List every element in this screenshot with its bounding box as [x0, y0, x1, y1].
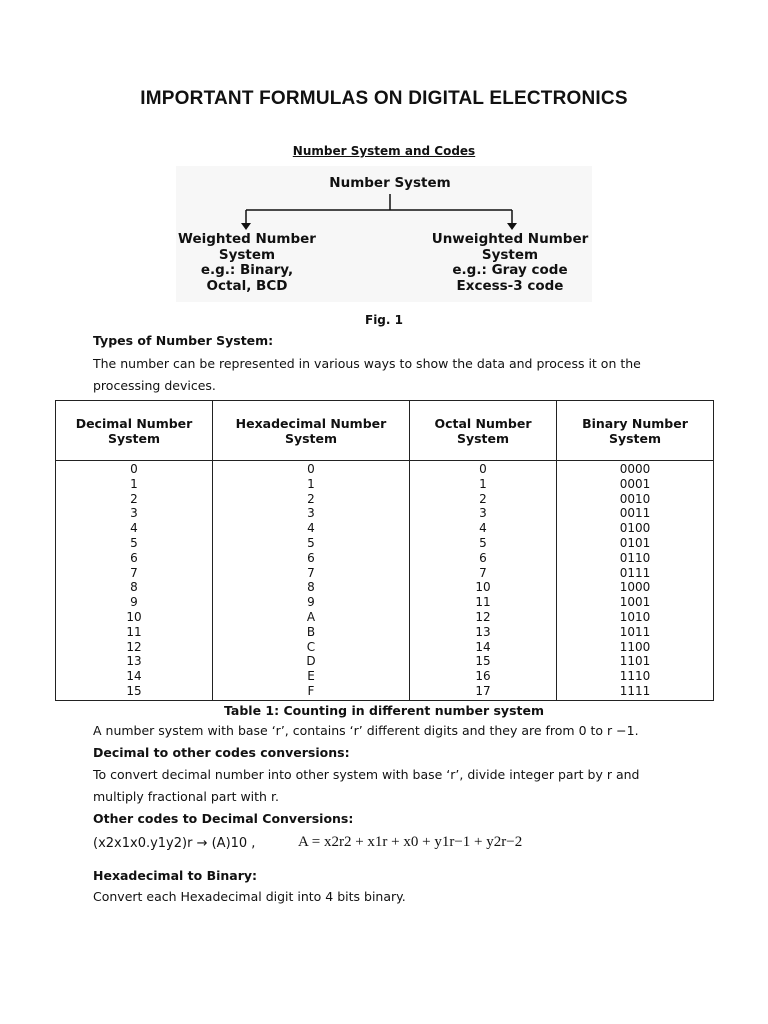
table-cell: A [306, 609, 316, 624]
formula-notation-text: (x2x1x0.y1y2)r → (A)10 , [93, 836, 256, 851]
table-header-row [56, 401, 714, 461]
table-cell: 0000 [619, 462, 651, 476]
table-cell: 14 [126, 669, 142, 684]
table-cell: 10 [475, 580, 491, 595]
table-cell: 4 [130, 521, 138, 536]
table-cell: 0101 [619, 535, 651, 550]
table-cell: 1110 [619, 669, 651, 684]
table-cell: 7 [130, 565, 138, 580]
table-cell: 8 [307, 580, 315, 595]
diagram-left-branch: Weighted Number System e.g.: Binary, Octal, BCD [178, 231, 316, 294]
table-cell: 0100 [619, 521, 651, 536]
hex-to-binary-paragraph: Convert each Hexadecimal digit into 4 bits binary. [93, 889, 406, 904]
formula-conversion-notation [93, 836, 255, 851]
table-cell: 0 [130, 462, 138, 476]
table-cell: 0110 [619, 550, 651, 565]
table-cell: 2 [307, 491, 315, 506]
table-cell: 3 [479, 506, 487, 521]
table-cell: 12 [126, 639, 142, 654]
table-cell: 1111 [619, 683, 651, 698]
formula-expansion-text: A = x2r2 + x1r + x0 + y1r−1 + y2r−2 [298, 834, 523, 850]
table-caption: Table 1: Counting in different number system [224, 703, 544, 718]
table-cell: 14 [475, 639, 491, 654]
table-cell: 1001 [619, 595, 651, 610]
other-codes-heading: Other codes to Decimal Conversions: [93, 811, 354, 826]
table-cell: D [306, 654, 316, 669]
table-cell: 0 [479, 462, 487, 476]
base-paragraph: A number system with base ‘r’, contains ‘r’ different digits and they are from 0 to r −1. [93, 723, 639, 738]
table-cell: 1100 [619, 639, 651, 654]
table-cell: 0011 [619, 506, 651, 521]
table-cell: 12 [475, 609, 491, 624]
table-cell: F [307, 683, 315, 698]
table-cell: B [306, 624, 316, 639]
header-decimal: Decimal Number System [56, 401, 213, 461]
table-cell: 16 [475, 669, 491, 684]
decimal-conversion-paragraph: To convert decimal number into other system with base ‘r’, divide integer part by r and multiply fractional part with r. [93, 767, 640, 804]
table-column-hex [213, 461, 410, 701]
table-column-binary [557, 461, 714, 701]
table-cell: 6 [307, 550, 315, 565]
table-cell: 7 [479, 565, 487, 580]
table-cell: 11 [475, 595, 491, 610]
page-title: IMPORTANT FORMULAS ON DIGITAL ELECTRONICS [140, 88, 628, 109]
arrow-down-icon [507, 223, 517, 230]
table-cell: 0010 [619, 491, 651, 506]
table-cell: 0111 [619, 565, 651, 580]
types-paragraph: The number can be represented in various ways to show the data and process it on the processing devices. [93, 356, 641, 393]
table-cell: 1 [479, 476, 487, 491]
table-cell: 7 [307, 565, 315, 580]
types-heading: Types of Number System: [93, 333, 274, 348]
table-cell: 1 [130, 476, 138, 491]
diagram-root: Number System [329, 175, 451, 191]
table-cell: 3 [307, 506, 315, 521]
table-cell: 5 [307, 535, 315, 550]
table-column-octal [410, 461, 557, 701]
header-hexadecimal: Hexadecimal Number System [213, 401, 410, 461]
table-cell: 5 [479, 535, 487, 550]
table-cell: 5 [130, 535, 138, 550]
table-cell: 2 [479, 491, 487, 506]
table-cell: 4 [307, 521, 315, 536]
table-cell: 9 [130, 595, 138, 610]
table-cell: 8 [130, 580, 138, 595]
figure-caption: Fig. 1 [365, 313, 403, 327]
table-cell: 0001 [619, 476, 651, 491]
table-cell: 17 [475, 683, 491, 698]
table-row [56, 461, 714, 701]
diagram-right-branch: Unweighted Number System e.g.: Gray code Excess-3 code [431, 231, 589, 294]
table-cell: 13 [126, 654, 142, 669]
table-cell: 1 [307, 476, 315, 491]
table-cell: 10 [126, 609, 142, 624]
header-octal: Octal Number System [410, 401, 557, 461]
table-cell: 3 [130, 506, 138, 521]
hex-to-binary-heading: Hexadecimal to Binary: [93, 868, 258, 883]
table-cell: 11 [126, 624, 142, 639]
table-cell: 15 [126, 683, 142, 698]
table-cell: 1010 [619, 609, 651, 624]
decimal-conversion-heading: Decimal to other codes conversions: [93, 745, 350, 760]
table-cell: 4 [479, 521, 487, 536]
header-binary: Binary Number System [557, 401, 714, 461]
table-column-decimal [56, 461, 213, 701]
table-cell: 1011 [619, 624, 651, 639]
table-cell: C [306, 639, 316, 654]
table-cell: 2 [130, 491, 138, 506]
number-system-diagram [176, 166, 592, 302]
arrow-down-icon [241, 223, 251, 230]
number-system-table [55, 400, 714, 701]
section-title: Number System and Codes [292, 144, 476, 158]
table-cell: E [307, 669, 315, 684]
table-cell: 6 [130, 550, 138, 565]
table-cell: 6 [479, 550, 487, 565]
table-cell: 13 [475, 624, 491, 639]
table-cell: 0 [307, 462, 315, 476]
table-cell: 9 [307, 595, 315, 610]
table-cell: 1101 [619, 654, 651, 669]
table-cell: 1000 [619, 580, 651, 595]
formula-expansion [298, 834, 522, 851]
table-cell: 15 [475, 654, 491, 669]
